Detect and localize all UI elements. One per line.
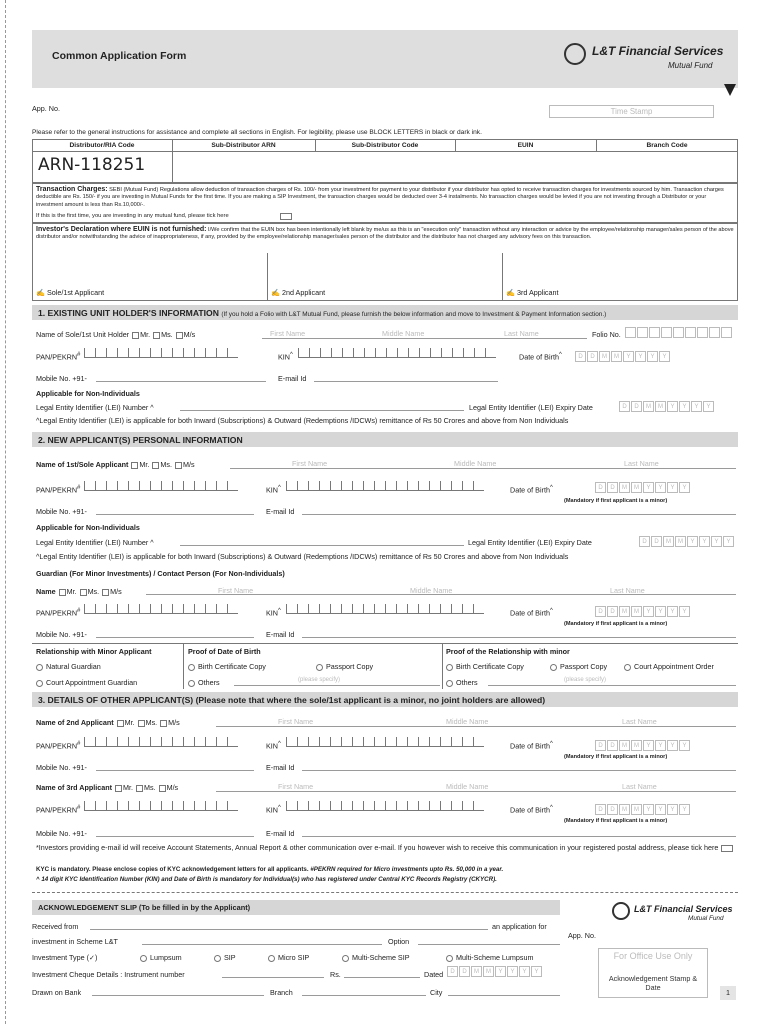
sign-third[interactable]: ✍ 3rd Applicant [506, 288, 559, 297]
a3-dob-cells[interactable]: D D M M Y Y Y Y [594, 804, 690, 815]
s1-lei-field[interactable] [180, 410, 464, 411]
s2-mr-checkbox[interactable] [131, 462, 138, 469]
s2-kin-label: KIN^ [266, 485, 281, 495]
kin-note: ^ 14 digit KYC Identification Number (KIN) and Date of Birth is mandatory for Individual(s) who has registered under Central KYC Records Registry (CKYCR). [36, 876, 497, 883]
sign-sole-label: Sole/1st Applicant [46, 288, 105, 297]
a2-name-field[interactable] [216, 726, 736, 727]
s1-ln: Last Name [504, 329, 539, 338]
branch-label: Branch [270, 988, 293, 997]
s2-dob-label: Date of Birth^ [510, 485, 553, 495]
a3-mandatory: (Mandatory if first applicant is a minor) [564, 818, 668, 824]
ms-company-checkbox[interactable] [176, 332, 183, 339]
s2-pan-cells[interactable] [84, 481, 238, 491]
ms-label: Ms. [161, 330, 173, 339]
a3-mr-checkbox[interactable] [115, 785, 122, 792]
section-3-title: 3. DETAILS OF OTHER APPLICANT(S) [38, 695, 194, 705]
s2-ln: Last Name [624, 459, 659, 468]
s2-name-field[interactable] [230, 468, 736, 469]
s2-leiexp-label: Legal Entity Identifier (LEI) Expiry Date [468, 538, 592, 547]
a2-mss-checkbox[interactable] [160, 720, 167, 727]
s1-name-field[interactable] [262, 338, 587, 339]
euin-head: Investor's Declaration where EUIN is not furnished: [36, 226, 207, 233]
a3-ln: Last Name [622, 782, 657, 791]
natural-guardian-option[interactable]: Natural Guardian [36, 662, 101, 671]
s2-name-row: Name of 1st/Sole Applicant Mr. Ms. M/s [36, 460, 195, 469]
s2-lei-field[interactable] [180, 545, 464, 546]
sign-second-label: 2nd Applicant [281, 288, 326, 297]
a3-kin-cells[interactable] [286, 801, 484, 811]
mr-label: Mr. [140, 330, 151, 339]
s2-mandatory: (Mandatory if first applicant is a minor) [564, 498, 668, 504]
s2-dob-cells[interactable]: D D M M Y Y Y Y [594, 482, 690, 493]
lumpsum-option[interactable]: Lumpsum [140, 953, 182, 962]
city-field[interactable] [448, 995, 560, 996]
section-1-note: (If you hold a Folio with L&T Mutual Fund, please furnish the below information and move to Investment & Payment Information section.) [221, 311, 607, 318]
s2-nonind: Applicable for Non-Individuals [36, 523, 140, 532]
col-branch: Branch Code [646, 142, 688, 149]
a2-fn: First Name [278, 717, 314, 726]
s1-email-label: E-mail Id [278, 374, 307, 383]
s2-leiexp-cells[interactable]: D D M M Y Y Y Y [638, 536, 734, 547]
ack-appno-label: App. No. [568, 931, 596, 940]
option-label: Option [388, 937, 410, 946]
recv-label: Received from [32, 922, 79, 931]
s2-mobile-label: Mobile No. +91- [36, 507, 87, 516]
kyc-note: KYC is mandatory. Please enclose copies of KYC acknowledgement letters for all applicants. #PEKRN required for Micro investments upto Rs. 50,000 in a year. [36, 866, 504, 873]
txn-head: Transaction Charges: [36, 186, 108, 193]
a3-name-field[interactable] [216, 791, 736, 792]
sign-third-label: 3rd Applicant [516, 288, 559, 297]
s1-mobile-field[interactable] [96, 381, 266, 382]
multi-sip-option[interactable]: Multi-Scheme SIP [342, 953, 410, 962]
porm-others-option[interactable]: Others [446, 678, 478, 687]
a2-email-field[interactable] [302, 770, 736, 771]
a2-ln: Last Name [622, 717, 657, 726]
g-email-label: E-mail Id [266, 630, 295, 639]
instructions: Please refer to the general instructions for assistance and complete all sections in English. For legibility, please use BLOCK LETTERS in black or dark ink. [32, 129, 482, 136]
g-mobile-field[interactable] [96, 637, 254, 638]
guardian-heading: Guardian (For Minor Investments) / Contact Person (For Non-Individuals) [36, 569, 285, 578]
a2-mr-checkbox[interactable] [117, 720, 124, 727]
section-1-title: 1. EXISTING UNIT HOLDER'S INFORMATION [38, 308, 219, 318]
euin-text [36, 226, 734, 242]
folio-label: Folio No. [592, 330, 621, 339]
s1-pan-label: PAN/PEKRN# [36, 352, 81, 362]
pod-passport-option[interactable]: Passport Copy [316, 662, 373, 671]
arn-value[interactable]: ARN-118251 [38, 155, 146, 175]
g-mandatory: (Mandatory if first applicant is a minor) [564, 621, 668, 627]
s1-lei-note: ^Legal Entity Identifier (LEI) is applicable for both Inward (Subscriptions) & Outward (Redemptions /IDCWs) remittance of Rs 50 Crores and above from Non Individuals [36, 416, 569, 425]
a2-mandatory: (Mandatory if first applicant is a minor) [564, 754, 668, 760]
mr-checkbox[interactable] [132, 332, 139, 339]
city-label: City [430, 988, 443, 997]
form-title: Common Application Form [52, 50, 187, 62]
a2-pan-label: PAN/PEKRN# [36, 741, 81, 751]
email-note: *Investors providing e-mail id will receive Account Statements, Annual Report & other communication over e-mail. If you however wish to receive this communication in your registered postal address, please tick here [36, 843, 736, 853]
col-sub-code: Sub-Distributor Code [351, 142, 419, 149]
s1-leiexp-label: Legal Entity Identifier (LEI) Expiry Date [469, 403, 593, 412]
s1-name-row [36, 330, 195, 339]
appfor-label: an application for [492, 922, 547, 931]
option-field[interactable] [418, 944, 560, 945]
s2-name-label: Name of 1st/Sole Applicant [36, 460, 129, 469]
a2-kin-label: KIN^ [266, 741, 281, 751]
txn-text [36, 186, 734, 209]
corner-mark [724, 84, 736, 96]
a2-name-row: Name of 2nd Applicant Mr. Ms. M/s [36, 718, 180, 727]
a3-mn: Middle Name [446, 782, 489, 791]
s1-nonind: Applicable for Non-Individuals [36, 389, 140, 398]
s1-leiexp-cells[interactable]: D D M M Y Y Y Y [618, 401, 714, 412]
s1-mobile-label: Mobile No. +91- [36, 374, 87, 383]
s2-mn: Middle Name [454, 459, 497, 468]
scheme-field[interactable] [142, 944, 382, 945]
a3-mss-checkbox[interactable] [159, 785, 166, 792]
rs-field[interactable] [344, 977, 420, 978]
porm-heading: Proof of the Relationship with minor [446, 647, 570, 656]
s2-ms-checkbox[interactable] [152, 462, 159, 469]
s1-kin-cells[interactable] [298, 348, 496, 358]
col-euin: EUIN [517, 142, 534, 149]
dated-cells[interactable]: D D M M Y Y Y Y [446, 966, 542, 977]
pod-birth-option[interactable]: Birth Certificate Copy [188, 662, 266, 671]
s2-lei-label: Legal Entity Identifier (LEI) Number ^ [36, 538, 154, 547]
pod-others-option[interactable]: Others [188, 678, 220, 687]
postal-checkbox[interactable] [721, 845, 733, 852]
a3-name-row: Name of 3rd Applicant Mr. Ms. M/s [36, 783, 179, 792]
court-guardian-option[interactable]: Court Appointment Guardian [36, 678, 137, 687]
a2-pan-cells[interactable] [84, 737, 238, 747]
g-mobile-label: Mobile No. +91- [36, 630, 87, 639]
g-mn: Middle Name [410, 586, 453, 595]
s2-email-field[interactable] [302, 514, 736, 515]
a3-fn: First Name [278, 782, 314, 791]
a3-email-label: E-mail Id [266, 829, 295, 838]
s2-lei-note: ^Legal Entity Identifier (LEI) is applicable for both Inward (Subscriptions) & Outward (Redemptions /IDCWs) remittance of Rs 50 Crores and above from Non Individuals [36, 552, 569, 561]
col-distributor: Distributor/RIA Code [69, 142, 135, 149]
g-dob-label: Date of Birth^ [510, 608, 553, 618]
s1-fn: First Name [270, 329, 306, 338]
a2-dob-cells[interactable]: D D M M Y Y Y Y [594, 740, 690, 751]
a3-pan-label: PAN/PEKRN# [36, 805, 81, 815]
pod-heading: Proof of Date of Birth [188, 647, 261, 656]
txn-body: SEBI (Mutual Fund) Regulations allow deduction of transaction charges of Rs. 100/- from your investment for payment to your distributor if your distributor has opted to receive transaction charges for investments sourced by him. Transaction charges deductible are Rs. 150/- if you are investing in Mutual Funds for the first time. If you are making a SIP Investment, the transaction charges would be deducted over 3-4 instalments. No transaction charges would be levied if you are not investing through a Distributor or your investment amount is less than Rs.10,000/-. [36, 187, 724, 208]
a3-mobile-label: Mobile No. +91- [36, 829, 87, 838]
s2-fn: First Name [292, 459, 328, 468]
a2-mobile-field[interactable] [96, 770, 254, 771]
g-kin-cells[interactable] [286, 604, 484, 614]
sign-second[interactable]: ✍ 2nd Applicant [271, 288, 326, 297]
s2-pan-label: PAN/PEKRN# [36, 485, 81, 495]
col-sub-arn: Sub-Distributor ARN [211, 142, 276, 149]
ack-title: ACKNOWLEDGEMENT SLIP (To be filled in by the Applicant) [32, 900, 560, 915]
section-1-header [32, 305, 738, 320]
section-3-header [32, 692, 738, 707]
ack-sub: Mutual Fund [688, 915, 724, 922]
page-number: 1 [720, 986, 736, 1000]
stamp-label: Acknowledgement Stamp & Date [608, 974, 698, 992]
s1-kin-label: KIN^ [278, 352, 293, 362]
g-name-row: Name Mr. Ms. M/s [36, 587, 122, 596]
itype-label: Investment Type (✓) [32, 953, 98, 962]
rs-label: Rs. [330, 970, 341, 979]
section-3-note: (Please note that where the sole/1st applicant is a minor, no joint holders are allowed) [195, 695, 546, 705]
bank-field[interactable] [92, 995, 264, 996]
lt-logo-icon [564, 43, 586, 65]
s2-kin-cells[interactable] [286, 481, 484, 491]
sign-sole[interactable]: ✍ Sole/1st Applicant [36, 288, 105, 297]
cheque-field[interactable] [222, 977, 324, 978]
s1-name-label: Name of Sole/1st Unit Holder [36, 330, 130, 339]
brand-sub: Mutual Fund [668, 61, 713, 70]
a2-ms-checkbox[interactable] [138, 720, 145, 727]
g-mr-checkbox[interactable] [59, 589, 66, 596]
s2-email-label: E-mail Id [266, 507, 295, 516]
a2-email-label: E-mail Id [266, 763, 295, 772]
slip-cut-line [32, 892, 738, 893]
pod-others-field[interactable] [234, 685, 440, 686]
a3-pan-cells[interactable] [84, 801, 238, 811]
a3-kin-label: KIN^ [266, 805, 281, 815]
euin-body: I/We confirm that the EUIN box has been intentionally left blank by me/us as this is an "execution only" transaction without any interaction or advice by the employee/relationship manager/sales person of the above distributor and/or notwithstanding the advice of inappropriateness, if any, provided by the employee/relationship manager/sales person of the distributor and the distributor has not charged any advisory fees on this transaction. [36, 227, 734, 241]
cut-line [5, 0, 6, 1024]
brand-name: L&T Financial Services [592, 44, 724, 58]
a3-ms-checkbox[interactable] [136, 785, 143, 792]
a2-mn: Middle Name [446, 717, 489, 726]
s1-dob-cells[interactable]: D D M M Y Y Y Y [574, 351, 670, 362]
s1-pan-cells[interactable] [84, 348, 238, 358]
pod-specify: (please specify) [298, 677, 341, 683]
a2-mobile-label: Mobile No. +91- [36, 763, 87, 772]
sip-option[interactable]: SIP [214, 953, 236, 962]
mss-label: M/s [183, 330, 196, 339]
a2-kin-cells[interactable] [286, 737, 484, 747]
g-ln: Last Name [610, 586, 645, 595]
cheque-label: Investment Cheque Details : Instrument number [32, 970, 185, 979]
s1-dob-label: Date of Birth^ [519, 352, 562, 362]
s1-email-field[interactable] [314, 381, 498, 382]
app-no-label: App. No. [32, 104, 60, 113]
office-use-label: For Office Use Only [613, 951, 693, 961]
first-time-checkbox[interactable] [280, 213, 292, 220]
a3-mobile-field[interactable] [96, 836, 254, 837]
ack-logo-icon [612, 902, 630, 920]
ack-brand: L&T Financial Services [634, 904, 733, 914]
g-pan-cells[interactable] [84, 604, 238, 614]
g-dob-cells[interactable]: D D M M Y Y Y Y [594, 606, 690, 617]
scheme-label: investment in Scheme L&T [32, 937, 118, 946]
porm-others-field[interactable] [488, 685, 736, 686]
time-stamp-box: Time Stamp [549, 105, 714, 118]
micro-sip-option[interactable]: Micro SIP [268, 953, 309, 962]
folio-cells[interactable] [624, 327, 732, 338]
g-ms-checkbox[interactable] [80, 589, 87, 596]
a2-dob-label: Date of Birth^ [510, 741, 553, 751]
multi-lumpsum-option[interactable]: Multi-Scheme Lumpsum [446, 953, 534, 962]
branch-field[interactable] [302, 995, 426, 996]
g-email-field[interactable] [302, 637, 736, 638]
s1-mn: Middle Name [382, 329, 425, 338]
dated-label: Dated [424, 970, 444, 979]
rel-heading: Relationship with Minor Applicant [36, 647, 152, 656]
g-kin-label: KIN^ [266, 608, 281, 618]
porm-birth-option[interactable]: Birth Certificate Copy [446, 662, 524, 671]
s1-lei-label: Legal Entity Identifier (LEI) Number ^ [36, 403, 154, 412]
bank-label: Drawn on Bank [32, 988, 82, 997]
s2-mss-checkbox[interactable] [175, 462, 182, 469]
porm-specify: (please specify) [564, 677, 607, 683]
g-pan-label: PAN/PEKRN# [36, 608, 81, 618]
g-mss-checkbox[interactable] [102, 589, 109, 596]
porm-passport-option[interactable]: Passport Copy [550, 662, 607, 671]
first-time-label: If this is the first time, you are investing in any mutual fund, please tick here [36, 213, 229, 219]
a3-email-field[interactable] [302, 836, 736, 837]
section-2-header: 2. NEW APPLICANT(S) PERSONAL INFORMATION [32, 432, 738, 447]
recv-field[interactable] [90, 929, 488, 930]
s2-mobile-field[interactable] [96, 514, 254, 515]
porm-court-option[interactable]: Court Appointment Order [624, 662, 714, 671]
g-fn: First Name [218, 586, 254, 595]
ms-checkbox[interactable] [153, 332, 160, 339]
a3-dob-label: Date of Birth^ [510, 805, 553, 815]
